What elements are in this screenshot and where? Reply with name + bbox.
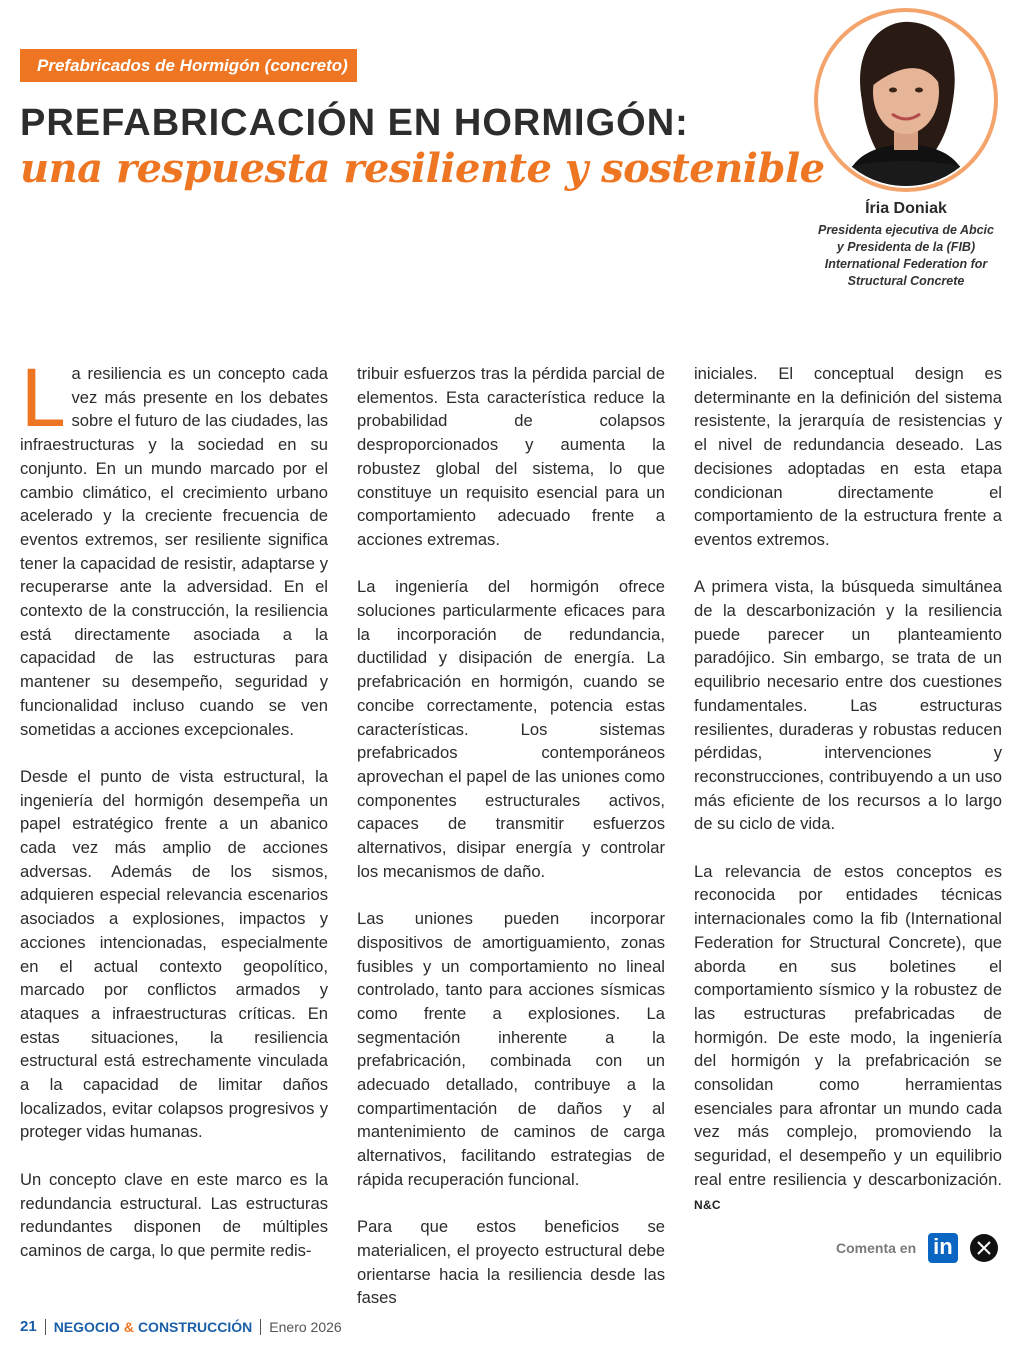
author-role-line: International Federation for bbox=[824, 257, 988, 271]
x-twitter-icon[interactable] bbox=[970, 1234, 998, 1262]
article-paragraph: Para que estos beneficios se materialicen, el proyecto estructural debe orientarse hacia la resiliencia desde las fases bbox=[357, 1217, 665, 1308]
article-paragraph: tribuir esfuerzos tras la pérdida parcial de elementos. Esta característica reduce la probabilidad de colapsos desproporcionados y aumenta la robustez global del sistema, lo que constituye un requisito esencial para un comportamiento adecuado frente a acciones extremas. bbox=[357, 364, 665, 549]
category-tag: Prefabricados de Hormigón (concreto) bbox=[20, 49, 357, 82]
footer-divider bbox=[260, 1319, 261, 1335]
author-photo bbox=[812, 6, 1000, 194]
magazine-name-amp: & bbox=[123, 1318, 134, 1335]
share-bar bbox=[836, 1232, 998, 1264]
magazine-name-part2: CONSTRUCCIÓN bbox=[137, 1318, 253, 1335]
article-paragraph: La resiliencia es un concepto cada vez más presente en los debates sobre el futuro de las ciudades, las infraestructuras y la sociedad en su conjunto. En un mundo marcado por el cambio climático, el crecimiento urbano acelerado y la creciente frecuencia de eventos extremos, ser resiliente significa tener la capacidad de resistir, adaptarse y recuperarse ante la adversidad. En el contexto de la construcción, la resiliencia está directamente asociada a la capacidad de las estructuras para mantener su desempeño, seguridad y funcionalidad incluso cuando se ven sometidas a acciones excepcionales. bbox=[20, 355, 328, 739]
article-paragraph: Un concepto clave en este marco es la redundancia estructural. Las estructuras redundantes disponen de múltiples caminos de carga, lo que permite redis- bbox=[20, 1169, 328, 1260]
author-name: Íria Doniak bbox=[865, 200, 947, 217]
footer-divider bbox=[45, 1319, 46, 1335]
author-role-line: y Presidenta de la (FIB) bbox=[836, 240, 976, 254]
headline-subtitle: una respuesta resiliente y sostenible bbox=[20, 145, 825, 192]
magazine-name-part1: NEGOCIO bbox=[53, 1318, 120, 1335]
article-paragraph: La relevancia de estos conceptos es reconocida por entidades técnicas internacionales como la fib (International Federation for Structural Concrete), que aborda en sus boletines el comportamiento sísmico y la robustez de las estructuras prefabricadas de hormigón. De este modo, la ingeniería del hormigón y la prefabricación se consolidan como herramientas esenciales para afrontar un mundo cada vez más complejo, promoviendo la seguridad, el desempeño y un equilibrio real entre resiliencia y descarbonización. N&C bbox=[694, 861, 1002, 1212]
article-column-1 bbox=[20, 355, 328, 1263]
article-paragraph: A primera vista, la búsqueda simultánea de la descarbonización y la resiliencia puede parecer un planteamiento paradójico. Sin embargo, se trata de un equilibrio necesario entre dos cuestiones fundamentales. Las estructuras resilientes, duraderas y robustas reducen pérdidas, intervenciones y reconstrucciones, contribuyendo a un uso más eficiente de los recursos a lo largo de su ciclo de vida. bbox=[694, 577, 1002, 834]
page-footer bbox=[20, 1318, 342, 1335]
article-column-2 bbox=[357, 362, 665, 1310]
author-role-line: Structural Concrete bbox=[847, 274, 965, 288]
author-role bbox=[790, 222, 1022, 290]
article-paragraph: Desde el punto de vista estructural, la ingeniería del hormigón desempeña un papel estratégico frente a un abanico cada vez más amplio de acciones adversas. Además de los sismos, adquieren especial relevancia escenarios asociados a explosiones, impactos y acciones intencionadas, especialmente en el actual contexto geopolítico, marcado por conflictos armados y ataques a infraestructuras críticas. En estas situaciones, la resiliencia estructural está estrechamente vinculada a la capacidad de limitar daños localizados, evitar colapsos progresivos y proteger vidas humanas. bbox=[20, 766, 328, 1142]
author-block bbox=[790, 200, 1022, 290]
article-column-3 bbox=[694, 362, 1002, 1217]
end-mark: N&C bbox=[694, 1197, 721, 1212]
linkedin-icon[interactable]: in bbox=[928, 1233, 958, 1263]
article-paragraph: La ingeniería del hormigón ofrece soluciones particularmente eficaces para la incorporación de redundancia, ductilidad y disipación de energía. La prefabricación en hormigón, cuando se concibe correctamente, potencia estas características. Los sistemas prefabricados contemporáneos aprovechan el papel de las uniones como componentes estructurales activos, capaces de transmitir esfuerzos alternativos, disipar energía y controlar los mecanismos de daño. bbox=[357, 577, 665, 881]
drop-cap: L bbox=[20, 355, 64, 445]
author-role-line: Presidenta ejecutiva de Abcic bbox=[817, 223, 994, 237]
article-paragraph: Las uniones pueden incorporar dispositivos de amortiguamiento, zonas fusibles y un comportamiento no lineal controlado, tanto para acciones sísmicas como frente a explosiones. La segmentación inherente a la prefabricación, combinada con un adecuado detallado, contribuye a la compartimentación de daños y al mantenimiento de caminos de carga alternativos, facilitando estrategias de rápida recuperación funcional. bbox=[357, 909, 665, 1189]
page-number: 21 bbox=[20, 1318, 37, 1335]
comment-label: Comenta en bbox=[836, 1240, 917, 1256]
article-paragraph: iniciales. El conceptual design es determinante en la definición del sistema resistente, la jerarquía de resistencias y el nivel de redundancia deseado. Las decisiones adoptadas en esta etapa condicionan directamente el comportamiento de la estructura frente a eventos extremos. bbox=[694, 364, 1002, 549]
headline-main: PREFABRICACIÓN EN HORMIGÓN: bbox=[20, 102, 689, 144]
issue-date: Enero 2026 bbox=[269, 1318, 342, 1335]
